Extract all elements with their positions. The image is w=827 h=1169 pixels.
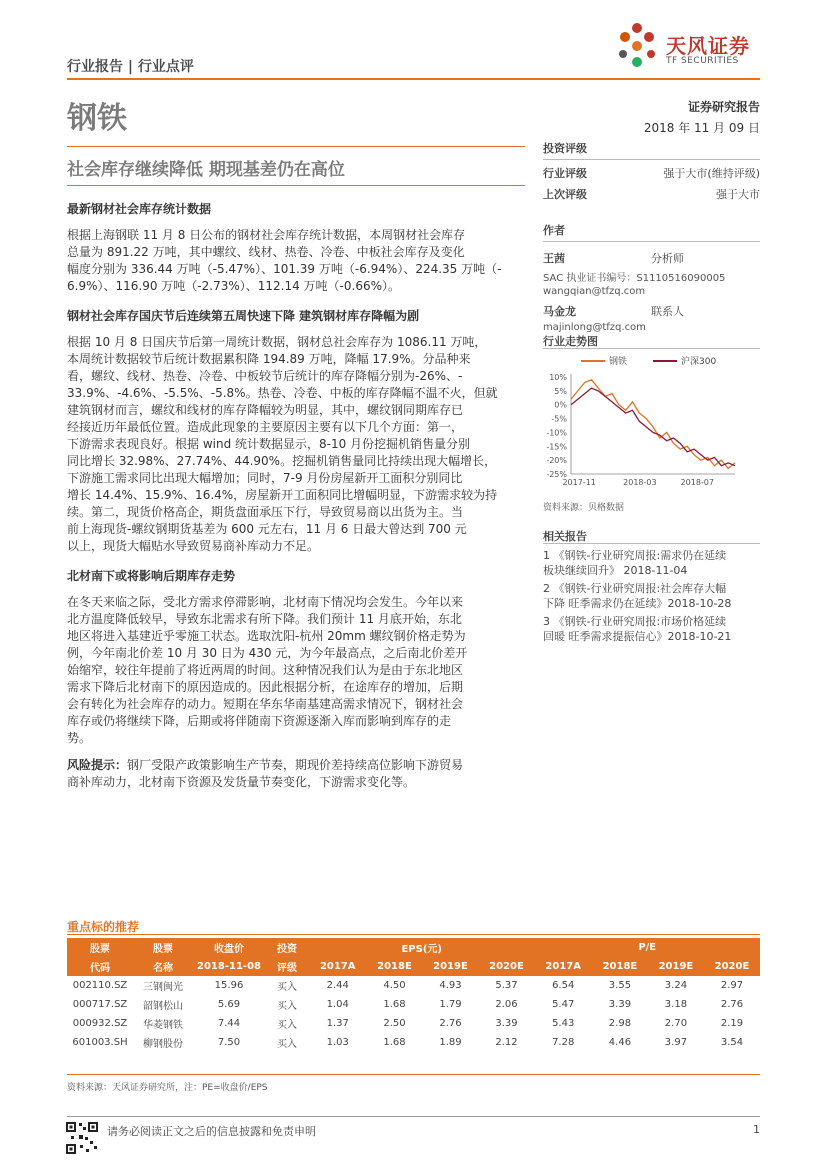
x-tick-label: 2018-03	[623, 478, 657, 487]
y-tick-label: -20%	[546, 456, 567, 466]
risk-warning: 风险提示：钢厂受限产政策影响生产节奏，期现价差持续高位影响下游贸易 商补库动力，北材南下资源及发货量节奏变化，下游需求变化等。	[67, 758, 464, 789]
related-report[interactable]: 3 《钢铁-行业研究周报:市场价格延续 回暖 旺季需求提振信心》2018-10-21	[543, 615, 732, 643]
stocks-table	[67, 938, 760, 1052]
section-paragraph: 根据上海钢联 11 月 8 日公布的钢材社会库存统计数据，本周钢材社会库存 总量为 891.22 万吨，其中螺纹、线材、热卷、冷卷、中板社会库存及变化 幅度分别为 336.44 万吨（-5.47%）、101.39 万吨（-6.94%）、224.35 万吨（- 6.9%）、116.90 万吨（-2.73%）、112.14 万吨（-0.66%）。	[67, 228, 502, 293]
author-1: 王茜 分析师	[543, 252, 684, 265]
logo-subtext: TF SECURITIES	[666, 56, 739, 66]
table-header-row: 代码 名称 2018-11-08 评级 2017A 2018E 2019E 2020E 2017A 2018E 2019E 2020E	[67, 957, 760, 976]
author-1-email[interactable]: wangqian@tfzq.com	[543, 286, 646, 297]
main-body	[67, 200, 525, 791]
sidebar	[543, 140, 760, 333]
subtitle-divider-bottom	[67, 185, 525, 186]
previous-rating: 上次评级 强于大市	[543, 188, 760, 201]
y-tick-label: -5%	[551, 414, 567, 424]
tf-logo-icon	[613, 22, 661, 70]
qr-code-icon	[65, 1121, 99, 1155]
section-title: 钢材社会库存国庆节后连续第五周快速下降 建筑钢材库存降幅为剧	[67, 309, 420, 323]
legend-label: 钢铁	[609, 357, 628, 367]
related-list	[543, 548, 760, 644]
stocks-title: 重点标的推荐	[67, 920, 140, 934]
table-row: 000932.SZ 华菱钢铁 7.44 买入 1.37 2.50 2.76 3.39 5.43 2.98 2.70 2.19	[72, 1018, 744, 1031]
trend-chart-svg	[543, 352, 760, 490]
industry-rating: 行业评级 强于大市(维持评级)	[543, 167, 760, 180]
x-tick-label: 2017-11	[562, 478, 596, 487]
table-row: 000717.SZ 韶钢松山 5.69 买入 1.04 1.68 1.79 2.06 5.47 3.39 3.18 2.76	[72, 999, 744, 1012]
report-category: 行业报告 | 行业点评	[67, 59, 194, 75]
legend-label: 沪深300	[681, 357, 717, 367]
header-divider	[67, 78, 760, 80]
y-tick-label: -15%	[546, 442, 567, 452]
rating-title: 投资评级	[543, 142, 587, 155]
y-tick-label: 5%	[554, 386, 567, 396]
table-header-row: 股票 股票 收盘价 投资 EPS(元) P/E	[67, 938, 760, 957]
author-1-cert: SAC 执业证书编号：S1110516090005	[543, 273, 726, 284]
y-tick-label: 10%	[549, 373, 567, 382]
authors-title: 作者	[543, 224, 565, 237]
author-2-email[interactable]: majinlong@tfzq.com	[543, 322, 646, 333]
related-report[interactable]: 1 《钢铁-行业研究周报:需求仍在延续 板块继续回升》 2018-11-04	[543, 549, 727, 577]
table-row: 002110.SZ 三钢闽光 15.96 买入 2.44 4.50 4.93 5.37 6.54 3.55 3.24 2.97	[72, 980, 744, 993]
page-number: 1	[753, 1123, 760, 1136]
section-title: 北材南下或将影响后期库存走势	[67, 569, 236, 583]
chart-source: 资料来源：贝格数据	[543, 503, 625, 513]
y-tick-label: -25%	[546, 470, 567, 479]
x-tick-label: 2018-07	[680, 478, 714, 487]
table-row: 601003.SH 柳钢股份 7.50 买入 1.03 1.68 1.89 2.12 7.28 4.46 3.97 3.54	[72, 1037, 744, 1050]
report-subtitle: 社会库存继续降低 期现基差仍在高位	[67, 160, 345, 180]
y-tick-label: 0%	[554, 400, 567, 410]
subtitle-divider	[67, 146, 525, 147]
related-title: 相关报告	[543, 530, 587, 543]
disclaimer-text: 请务必阅读正文之后的信息披露和免责申明	[107, 1125, 316, 1138]
report-date: 2018 年 11 月 09 日	[643, 121, 760, 135]
section-paragraph: 根据 10 月 8 日国庆节后第一周统计数据，钢材总社会库存为 1086.11 万吨， 本周统计数据较节后统计数据累积降 194.89 万吨，降幅 17.9%。分品种来 看，螺纹、线材、热卷、冷卷、中板较节后统计的库存降幅分别为-26%、- 33.9%、-4.6%、-5.5%、-5.8%。热卷、冷卷、中板的库存降幅不温不火，但就 建筑钢材而言，螺纹和线材的库存降幅较为明显，其中，螺纹钢同期库存已 经接近历年最低位置。造成此现象的主要原因主要有以下几个方面：第一， 下游需求表现良好。根据 wind 统计数据显示，8-10 月份挖掘机销售量分别 同比增长 32.98%、27.74%、44.90%。挖掘机销售量同比持续出现大幅增长， 下游施工需求同比出现大幅增加；同时，7-9 月份房屋新开工面积分别同比 增长 14.4%、15.9%、16.4%，房屋新开工面积同比增幅明显，下游需求较为持 续。第二，现货价格高企，期货盘面承压下行，导致贸易商以出货为主。当 前上海现货-螺纹钢期货基差为 600 元左右，11 月 6 日最大曾达到 700 元 以上，现货大幅贴水导致贸易商补库动力不足。	[67, 335, 498, 553]
section-title: 最新钢材社会库存统计数据	[67, 202, 212, 216]
industry-title: 钢铁	[67, 101, 127, 136]
trend-chart	[543, 352, 760, 490]
section-paragraph: 在冬天来临之际，受北方需求停滞影响，北材南下情况均会发生。今年以来 北方温度降低较早，导致东北需求有所下降。我们预计 11 月底开始，东北 地区将进入基建近乎零施工状态。选取沈阳-杭州 20mm 螺纹钢价格走势为 例，今年南北价差 10 月 30 日为 430 元，为今年最高点，之后南北价差开 始缩窄，较往年提前了将近两周的时间。这种情况我们认为是由于东北地区 需求下降后北材南下的原因造成的。因此根据分析，在途库存的增加，后期 会有转化为社会库存的动力。短期在华东华南基建高需求情况下，钢材社会 库存或仍将继续下降，后期或将伴随南下资源逐渐入库而影响到库存的走 势。	[67, 595, 468, 745]
logo-text: 天风证券	[666, 34, 750, 58]
trend-title: 行业走势图	[543, 335, 598, 348]
y-tick-label: -10%	[546, 428, 567, 438]
related-report[interactable]: 2 《钢铁-行业研究周报:社会库存大幅 下降 旺季需求仍在延续》2018-10-28	[543, 582, 732, 610]
report-type: 证券研究报告	[687, 100, 760, 114]
author-2: 马金龙 联系人	[543, 305, 684, 318]
table-source-note: 资料来源：天风证券研究所，注：PE=收盘价/EPS	[67, 1083, 268, 1093]
series-line	[571, 380, 735, 469]
